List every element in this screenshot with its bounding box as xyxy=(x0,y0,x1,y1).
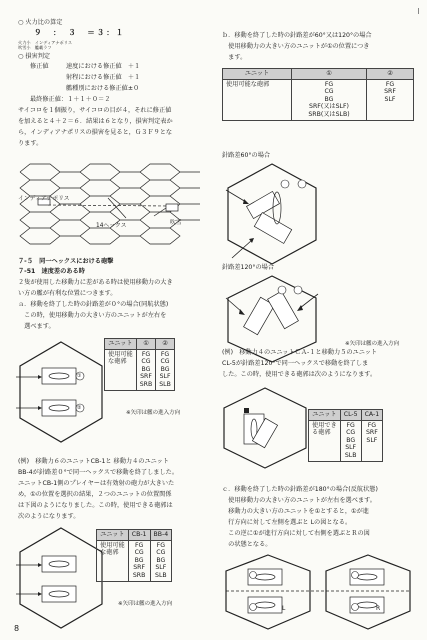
hex-diagram-example1 xyxy=(16,524,106,634)
modifier-final: 最終修正値：１＋１＋０＝２ xyxy=(30,96,111,103)
table1-col-2: FG CG BG SLF SLB xyxy=(156,349,175,390)
section-subtitle: ７-51 速度差のある時 xyxy=(18,268,85,275)
table1-header-1: ① xyxy=(136,339,155,350)
para1-line2: を加えると４＋２＝６．結果は６となり，損害判定表か xyxy=(18,118,173,125)
modifier-range: 射程における修正値 ＋１ xyxy=(66,74,141,81)
example1-line4: め，①の位置を選択の結果，２つのユニットの位置関係 xyxy=(18,491,172,498)
hex-diagram-parallel xyxy=(16,338,106,448)
damage-title: ○ 損害判定 xyxy=(18,53,51,60)
item-c-line5: この逆に①が進行方向に対して右側を選ぶとＲの図 xyxy=(222,530,370,537)
example1-line1: (例) 移動力６のユニットCB-1と 移動力４のユニット xyxy=(18,458,169,465)
section-title: ７-５ 同一ヘックスにおける砲撃 xyxy=(18,258,114,265)
ratio-title: ○ 火力比の算定 xyxy=(18,19,63,26)
marker-1: ① xyxy=(77,373,82,379)
table2-header-bb4: BB-4 xyxy=(150,530,172,541)
ratio-line: ９ ： ３ ＝３：１ xyxy=(34,28,126,37)
table-1 xyxy=(104,338,175,391)
table-2 xyxy=(96,529,172,582)
table4-header-ca1: CA-1 xyxy=(361,410,383,421)
map-label-fubuki: 吹雪 xyxy=(170,220,182,226)
label-R: R xyxy=(376,605,381,612)
table4-col-2: FG SRF SLF xyxy=(361,420,383,461)
para1-line1: サイコロを１個振り，サイコロの目が４，それに修正値 xyxy=(18,107,172,114)
table2-header-unit: ユニット xyxy=(97,530,129,541)
modifier-label: 修正値 xyxy=(30,63,49,70)
example2-line3: した。この時，使用できる砲郭は次のようになります。 xyxy=(222,371,377,378)
item-a-line2: この時，使用移動力の大きい方のユニットが左右を xyxy=(18,312,167,319)
table3-col-1: FG CG BG SRF(又はSLF) SRB(又はSLB) xyxy=(292,79,367,120)
example2-line2: CL-5が針路差120°で同一ヘックスで移動を終了しま xyxy=(222,360,369,367)
table3-header-1: ① xyxy=(292,69,367,80)
item-b-line2: 使用移動力の大きい方のユニットが①の位置につき xyxy=(222,43,370,50)
table1-row-label: 使用可能 な砲郭 xyxy=(105,349,137,390)
table2-col-2: FG CG BG SLF SLB xyxy=(150,540,172,581)
table1-header-2: ② xyxy=(156,339,175,350)
table1-header-unit: ユニット xyxy=(105,339,137,350)
table2-col-1: FG CG BG SRF SRB xyxy=(128,540,150,581)
fubuki-counter xyxy=(166,204,178,211)
label-L: L xyxy=(282,605,286,612)
example1-line6: 次のようになります。 xyxy=(18,513,80,520)
table3-header-unit: ユニット xyxy=(223,69,292,80)
label-60-degrees: 針路差60°の場合 xyxy=(222,152,271,159)
table3-header-2: ② xyxy=(367,69,414,80)
hex-diagram-180 xyxy=(222,553,418,633)
table1-note: ※矢印は艦の進入方向 xyxy=(126,410,181,416)
table4-header-unit: ユニット xyxy=(309,410,341,421)
table2-row-label: 使用可能 な砲郭 xyxy=(97,540,129,581)
item-b-line1: ｂ．移動を終了した時の針路差が60°又は120°の場合 xyxy=(222,32,372,39)
map-label-indianapolis: インディアナポリス xyxy=(18,196,70,202)
modifier-class: 艦種別における修正値±０ xyxy=(66,85,140,92)
table4-row-label: 使用でき る砲郭 xyxy=(309,420,341,461)
table4-header-cl5: CL-5 xyxy=(340,410,361,421)
table-3 xyxy=(222,68,414,121)
item-c-line4: 行方向に対して左側を選ぶと Lの図となる。 xyxy=(222,519,352,526)
hex-diagram-example2 xyxy=(220,386,310,470)
marker-2: ② xyxy=(77,405,82,411)
arrow-note: ※矢印は艦の進入方向 xyxy=(345,341,400,347)
example1-line3: ユニットCB-1側のプレイヤーは有効射の砲力が大きいた xyxy=(18,480,175,487)
page-number: 8 xyxy=(14,624,20,633)
item-b-line3: ます。 xyxy=(222,54,247,61)
item-a-line1: ａ．移動を終了した時の針路差が０°の場合(同航状態) xyxy=(18,301,169,308)
para1-line3: ら，インディアナポリスの損害を見ると，Ｇ３Ｆ９とな xyxy=(18,129,173,136)
hex-diagram-60 xyxy=(222,162,322,266)
table4-col-1: FG CG BG SLF SLB xyxy=(340,420,361,461)
para1-line4: ります。 xyxy=(18,140,43,147)
ratio-note-1: 火力小 インディアナポリス xyxy=(18,40,73,45)
example1-line2: BB-4が針路差０°で同一ヘックスで移動を終了しました。 xyxy=(18,469,179,476)
table3-row-label: 使用可能な砲郭 xyxy=(223,79,292,120)
modifier-speed: 速度における修正値 ＋１ xyxy=(66,63,141,70)
item-a-line3: 選べます。 xyxy=(18,323,55,330)
table2-header-cb1: CB-1 xyxy=(128,530,150,541)
item-c-line6: の状態となる。 xyxy=(222,541,272,548)
item-c-line2: 使用移動力の大きい方のユニットが左右を選べます。 xyxy=(222,497,376,504)
table1-col-1: FG CG BG SRF SRB xyxy=(136,349,155,390)
table3-col-2: FG SRF SLF xyxy=(367,79,414,120)
table-4 xyxy=(308,409,383,462)
ratio-note-2: 吹雪小 艦載ラフ xyxy=(18,45,52,50)
item-c-line3: 移動力の大きい方のユニットを①とすると，①が進 xyxy=(222,508,369,515)
example2-line1: (例) 移動力４のユニットＣＡ-１と移動力５のユニット xyxy=(222,349,378,356)
para2-line1: ２隻が使用した移動力に差がある時は使用移動力の大き xyxy=(18,279,173,286)
para2-line2: い方の艦が有利な位置につきます。 xyxy=(18,290,117,297)
page-edge-mark xyxy=(418,8,419,14)
table2-note: ※矢印は艦の進入方向 xyxy=(118,601,173,607)
example1-line5: は下図のようになりました。この時，使用できる砲郭は xyxy=(18,502,173,509)
map-label-14hex: 14ヘックス xyxy=(96,223,127,229)
label-120-degrees: 針路差120°の場合 xyxy=(222,264,275,271)
item-c-line1: ｃ．移動を終了した時の針路差が180°の場合(反航状態) xyxy=(222,486,378,493)
